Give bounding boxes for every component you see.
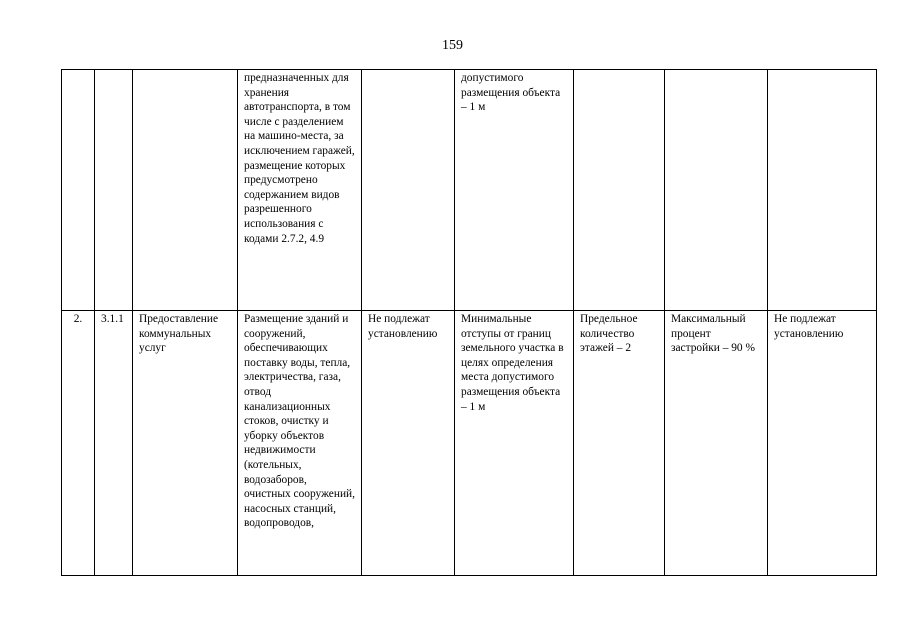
cell-setback: Минимальные отступы от границ земельного участка в целях определения места допустимого размещения объекта – 1 м bbox=[455, 311, 574, 576]
cell-plot-area bbox=[362, 70, 455, 311]
cell-plot-area: Не подлежат установлению bbox=[362, 311, 455, 576]
cell-code: 3.1.1 bbox=[95, 311, 133, 576]
zoning-table bbox=[61, 69, 877, 576]
cell-extra bbox=[768, 70, 877, 311]
cell-number: 2. bbox=[62, 311, 95, 576]
table-row bbox=[62, 70, 877, 311]
cell-setback: допустимого размещения объекта – 1 м bbox=[455, 70, 574, 311]
cell-floors: Предельное количество этажей – 2 bbox=[574, 311, 665, 576]
cell-use-name: Предоставление коммунальных услуг bbox=[133, 311, 238, 576]
cell-use-description: Размещение зданий и сооружений, обеспечивающих поставку воды, тепла, электричества, газа, отвод канализационных стоков, очистку и уборку объектов недвижимости (котельных, водозаборов, очистных сооружений, насосных станций, водопроводов, bbox=[238, 311, 362, 576]
cell-number bbox=[62, 70, 95, 311]
cell-extra: Не подлежат установлению bbox=[768, 311, 877, 576]
cell-coverage: Максимальный процент застройки – 90 % bbox=[665, 311, 768, 576]
table-row bbox=[62, 311, 877, 576]
cell-use-description: предназначенных для хранения автотранспорта, в том числе с разделением на машино-места, за исключением гаражей, размещение которых предусмотрено содержанием видов разрешенного использования с кодами 2.7.2, 4.9 bbox=[238, 70, 362, 311]
cell-code bbox=[95, 70, 133, 311]
cell-floors bbox=[574, 70, 665, 311]
page-number: 159 bbox=[442, 38, 463, 53]
cell-coverage bbox=[665, 70, 768, 311]
cell-use-name bbox=[133, 70, 238, 311]
